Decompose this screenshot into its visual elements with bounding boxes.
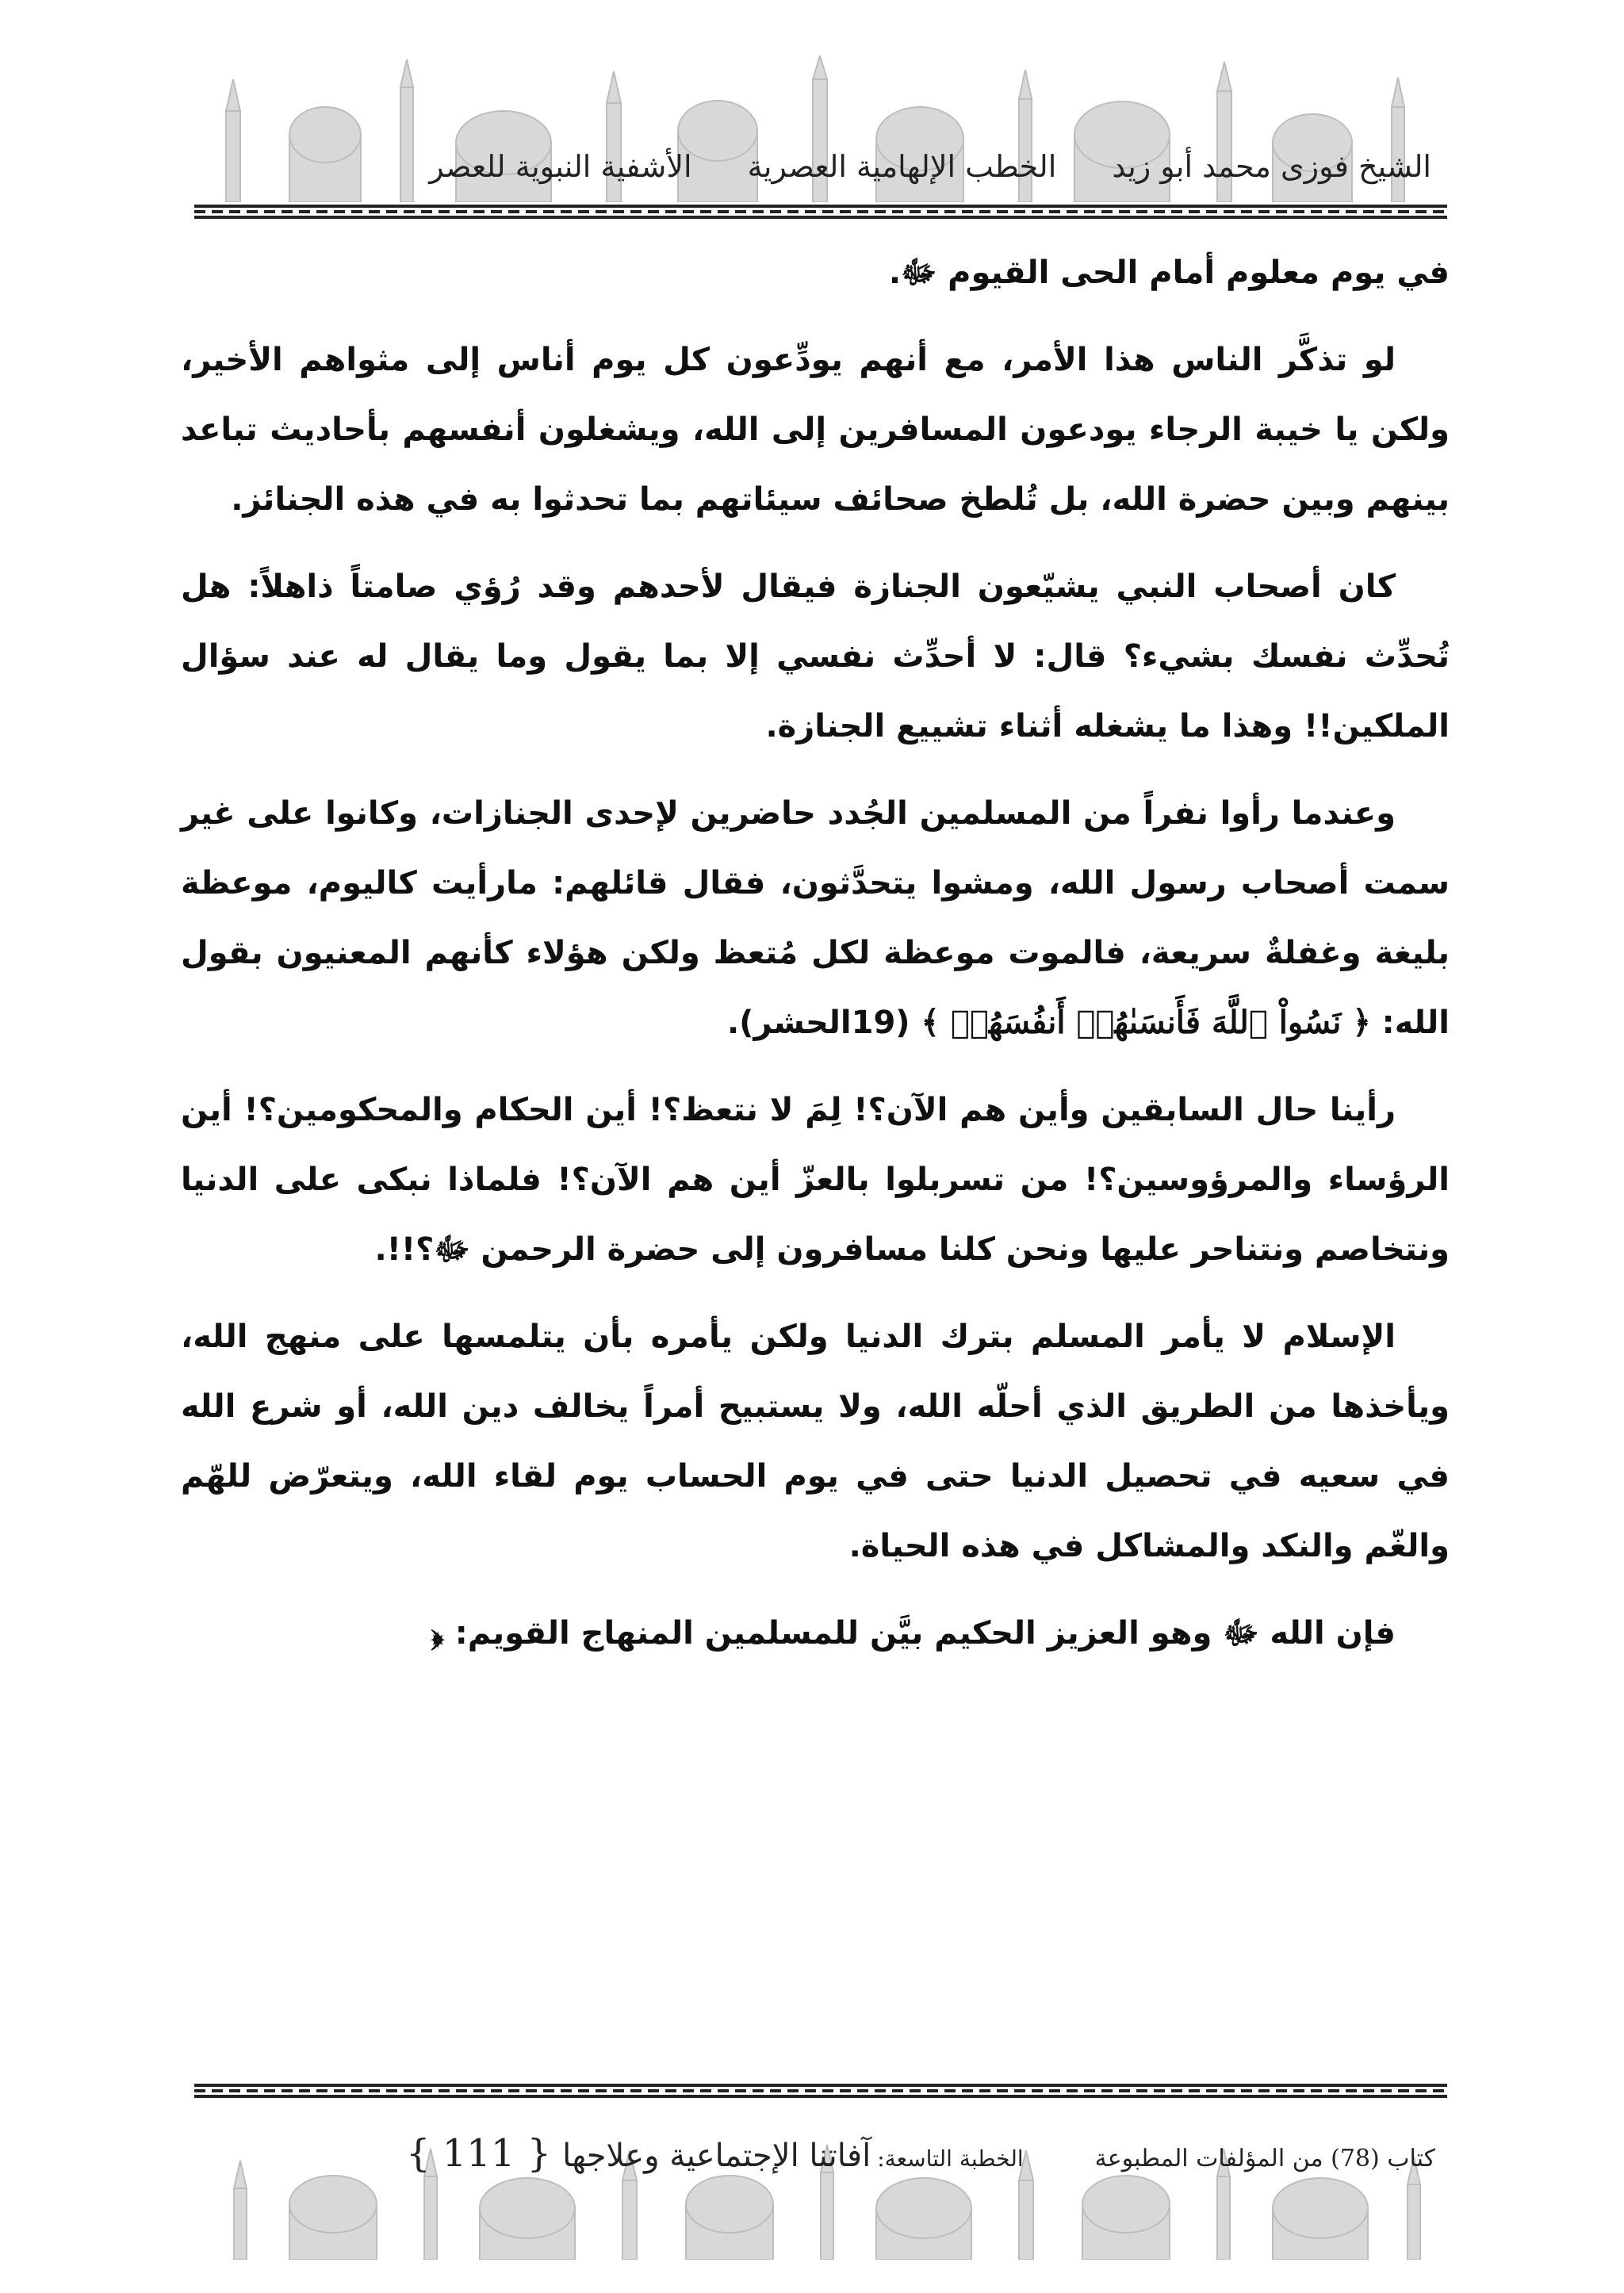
paragraph-2: لو تذكَّر الناس هذا الأمر، مع أنهم يودِّعون كل يوم أناس إلى مثواهم الأخير، ولكن يا خيبة الرجاء يودعون المسافرين إلى الله، ويشغلون أنفسهم بأحاديث تباعد بينهم وبين حضرة الله، بل تُلطخ صحائف سيئاتهم بما تحدثوا به في هذه الجنائز. bbox=[181, 342, 1450, 518]
page-footer bbox=[210, 2101, 1451, 2260]
footer-book-count: كتاب (78) من المؤلفات المطبوعة bbox=[1094, 2145, 1435, 2172]
header-divider bbox=[194, 205, 1447, 219]
footer-khutba-label: الخطبة التاسعة: bbox=[877, 2146, 1024, 2172]
quran-verse: نَسُواْ ٱللَّهَ فَأَنسَىٰهُمۡ أَنفُسَهُمۡ bbox=[950, 1004, 1342, 1041]
paragraph-5: رأينا حال السابقين وأين هم الآن؟! لِمَ لا نتعظ؟! أين الحكام والمحكومين؟! أين الرؤساء والمرؤوسين؟! من تسربلوا بالعزّ أين هم الآن؟! فلماذا نبكى على الدنيا ونتخاصم ونتناحر عليها ونحن كلنا مسافرون إلى حضرة الرحمن ﷻ؟!!. bbox=[181, 1092, 1450, 1268]
page-header bbox=[194, 56, 1447, 202]
paragraph-7: فإن الله ﷻ وهو العزيز الحكيم بيَّن للمسلمين المنهاج القويم: ﴿ bbox=[431, 1615, 1396, 1652]
verse-close-bracket: ﴾ bbox=[921, 1005, 940, 1041]
footer-info bbox=[210, 2131, 1451, 2176]
header-series: الخطب الإلهامية العصرية bbox=[747, 149, 1057, 184]
verse-reference: (19الحشر). bbox=[726, 1005, 910, 1041]
paragraph-3: كان أصحاب النبي يشيّعون الجنازة فيقال لأحدهم وقد رُؤي صامتاً ذاهلاً: هل تُحدِّث نفسك بشيء؟ قال: لا أحدِّث نفسي إلا بما يقول وما يقال له عند سؤال الملكين!! وهذا ما يشغله أثناء تشييع الجنازة. bbox=[181, 568, 1450, 745]
header-titles bbox=[194, 149, 1447, 184]
header-book-title: الأشفية النبوية للعصر bbox=[429, 149, 692, 184]
paragraph-6: الإسلام لا يأمر المسلم بترك الدنيا ولكن يأمره بأن يتلمسها على منهج الله، ويأخذها من الطريق الذي أحلّه الله، ولا يستبيح أمراً يخالف دين الله، أو شرع الله في سعيه في تحصيل الدنيا حتى في يوم الحساب يوم لقاء الله، ويتعرّض للهّم والغّم والنكد والمشاكل في هذه الحياة. bbox=[181, 1319, 1450, 1564]
paragraph-4-text: وعندما رأوا نفراً من المسلمين الجُدد حاضرين لإحدى الجنازات، وكانوا على غير سمت أصحاب رسول الله، ومشوا يتحدَّثون، فقال قائلهم: مارأيت كاليوم، موعظة بليغة وغفلةٌ سريعة، فالموت موعظة لكل مُتعظ ولكن هؤلاء كأنهم المعنيون بقول الله: ﴿ bbox=[181, 795, 1450, 1041]
footer-khutba-title: آفاتنا الإجتماعية وعلاجها bbox=[562, 2138, 871, 2174]
header-author: الشيخ فوزى محمد أبو زيد bbox=[1112, 149, 1431, 184]
paragraph-1: في يوم معلوم أمام الحى القيوم ﷻ. bbox=[888, 255, 1450, 291]
paragraph-4 bbox=[181, 779, 1450, 1058]
footer-divider bbox=[194, 2084, 1447, 2098]
mosque-skyline-decoration-footer bbox=[210, 2101, 1451, 2260]
page-body bbox=[181, 238, 1450, 1686]
page-number: { 111 } bbox=[405, 2131, 552, 2176]
